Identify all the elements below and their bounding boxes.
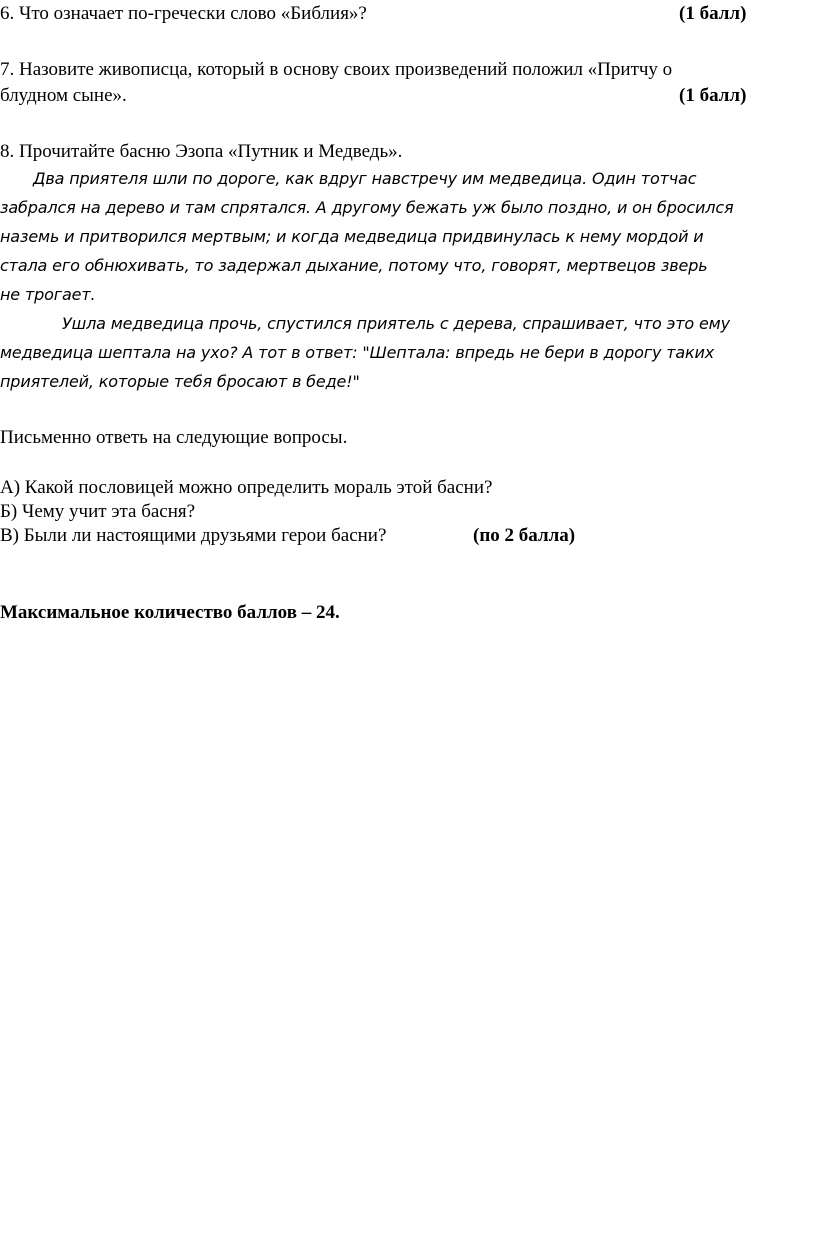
fable-line: забрался на дерево и там спрятался. А другому бежать уж было поздно, и он бросился	[0, 198, 734, 217]
question-7-line-2: блудном сыне».	[0, 85, 127, 106]
question-7-line-1: 7. Назовите живописца, который в основу своих произведений положил «Притчу о	[0, 59, 673, 80]
question-b: Б) Чему учит эта басня?	[0, 501, 196, 522]
question-8-points: (по 2 балла)	[473, 525, 576, 546]
max-score: Максимальное количество баллов – 24.	[0, 602, 340, 623]
question-6-text: 6. Что означает по-гречески слово «Библия»?	[0, 3, 367, 24]
fable-line: стала его обнюхивать, то задержал дыхание, потому что, говорят, мертвецов зверь	[0, 256, 708, 275]
fable-line: Два приятеля шли по дороге, как вдруг навстречу им медведица. Один тотчас	[33, 169, 697, 188]
fable-line: медведица шептала на ухо? А тот в ответ: "Шептала: впредь не бери в дорогу таких	[0, 343, 715, 362]
question-8-title: 8. Прочитайте басню Эзопа «Путник и Медведь».	[0, 141, 403, 162]
instruction-text: Письменно ответь на следующие вопросы.	[0, 427, 348, 448]
question-c: В) Были ли настоящими друзьями герои басни?	[0, 525, 387, 546]
fable-line: Ушла медведица прочь, спустился приятель с дерева, спрашивает, что это ему	[62, 314, 730, 333]
fable-line: приятелей, которые тебя бросают в беде!"	[0, 372, 360, 391]
fable-line: не трогает.	[0, 285, 96, 304]
fable-line: наземь и притворился мертвым; и когда медведица придвинулась к нему мордой и	[0, 227, 704, 246]
question-7-points: (1 балл)	[679, 85, 747, 106]
question-6-points: (1 балл)	[679, 3, 747, 24]
question-a: А) Какой пословицей можно определить мораль этой басни?	[0, 477, 493, 498]
fable-text	[0, 164, 810, 396]
